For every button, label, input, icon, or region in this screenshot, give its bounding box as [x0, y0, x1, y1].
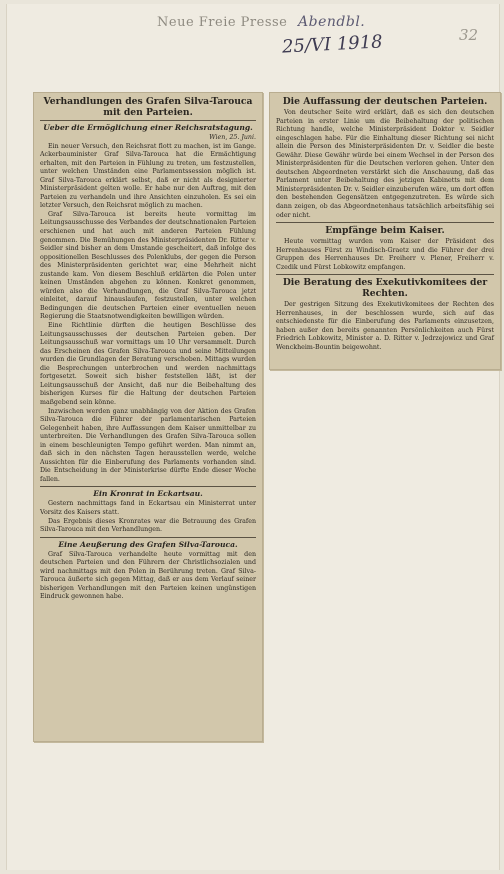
paragraph: Inzwischen werden ganz unabhängig von der Aktion des Grafen Silva-Tarouca die Führer der parlamentarischen Parteien Gelegenheit haben, ihre Auffassungen dem Kaiser unmittelbar zu unterbreiten. Die Verhandlungen des Grafen Silva-Tarouca sollen in einem beschleunigten Tempo geführt werden. Man nimmt an, daß sich in den nächsten Tagen herausstellen werde, welche Aussichten für die Einberufung des Parlaments vorhanden sind. Die Entscheidung in der Ministerkrise dürfte Ende dieser Woche fallen.: [40, 407, 256, 483]
article-title: Verhandlungen des Grafen Silva-Tarouca mit den Parteien.: [43, 96, 253, 118]
clipping-left: [33, 92, 263, 742]
paragraph: Eine Richtlinie dürften die heutigen Beschlüsse des Leitungsausschusses der deutschen Parteien geben. Der Leitungsausschuß war vormittags um 10 Uhr versammelt. Durch das Erscheinen des Grafen Silva-Tarouca und seine Mitteilungen wurden die Grundlagen der Beratung verschoben. Mittags wurden die Besprechungen unterbrochen und werden nachmittags fortgesetzt. Soweit sich bisher feststellen läßt, ist der Leitungsausschuß der Ansicht, daß nur die Beibehaltung des bisherigen Kurses für die Haltung der deutschen Parteien maßgebend sein könne.: [40, 322, 256, 406]
paragraph: Das Ergebnis dieses Kronrates war die Betrauung des Grafen Silva-Tarouca mit den Verhandlungen.: [40, 517, 256, 534]
date-handwritten: 25/VI 1918: [281, 31, 384, 58]
archive-sheet: [6, 4, 500, 870]
paragraph: Graf Silva-Tarouca verhandelte heute vormittag mit den deutschen Parteien und den Führern der Christlichsozialen und wird nachmittags mit den Polen in Berührung treten. Graf Silva-Tarouca äußerte sich gegen Mittag, daß er aus dem Verlauf seiner bisherigen Verhandlungen mit den Parteien keinen ungünstigen Eindruck gewonnen habe.: [40, 550, 256, 601]
paragraph: Ein neuer Versuch, den Reichsrat flott zu machen, ist im Gange. Ackerbauminister Graf Silva-Tarouca hat die Ermächtigung erhalten, mit den Parteien in Fühlung zu treten, um festzustellen, unter welchen Umständen eine Parlamentssession möglich ist. Graf Silva-Tarouca erklärt selbst, daß er nicht als designierter Ministerpräsident gelten wolle. Er habe nur den Auftrag, mit den Parteien zu verhandeln und ihre Ansichten einzuholen. Es sei ein letzter Versuch, den Reichsrat möglich zu machen.: [40, 142, 256, 210]
clipping-right: [269, 92, 501, 370]
divider: [40, 537, 256, 538]
paragraph: Von deutscher Seite wird erklärt, daß es sich den deutschen Parteien in erster Linie um die Beibehaltung der politischen Richtung handle, welche Ministerpräsident Doktor v. Seidler eingeschlagen habe. Für die Einhaltung dieser Richtung sei nicht allein die Person des Ministerpräsidenten Dr. v. Seidler die beste Gewähr. Diese Gewähr würde bei einem Wechsel in der Person des Ministerpräsidenten für die Deutschen verloren gehen. Unter den deutschen Abgeordneten verstärkt sich die Anschauung, daß das Parlament unter Beibehaltung des jetzigen Kabinetts mit dem Ministerpräsidenten Dr. v. Seidler einzuberufen wäre, um dort offen den bestehenden Gegensätzen entgegenzutreten. Es würde sich dann zeigen, ob das Abgeordnetenhaus tatsächlich arbeitsfähig sei oder nicht.: [276, 109, 494, 219]
paragraph: Graf Silva-Tarouca ist bereits heute vormittag im Leitungsausschusse des Verbandes der deutschnationalen Parteien erschienen und hat auch mit anderen Parteien Fühlung genommen. Die Bemühungen des Ministerpräsidenten Dr. Ritter v. Seidler sind bisher an dem Umstande gescheitert, daß infolge des oppositionellen Beschlusses des Polenklubs, der gegen die Person des Ministerpräsidenten gerichtet war, eine Mehrheit nicht zustande kam. Von diesem Beschluß erklärten die Polen unter keinen Umständen abgehen zu können. Konkret genommen, würden also die Verhandlungen, die Graf Silva-Tarouca jetzt einleitet, darauf hinauslaufen, festzustellen, unter welchen Bedingungen die deutschen Parteien einer eventuellen neuen Regierung die Staatsnotwendigkeiten bewilligen würden.: [40, 210, 256, 321]
divider: [40, 486, 256, 487]
dateline: Wien, 25. Juni.: [209, 134, 256, 141]
paragraph: Heute vormittag wurden vom Kaiser der Präsident des Herrenhauses Fürst zu Windisch-Graetz und die Führer der drei Gruppen des Herrenhauses Dr. Freiherr v. Plener, Freiherr v. Czedik und Fürst Lobkowitz empfangen.: [276, 238, 494, 271]
divider: [276, 222, 494, 223]
edition-handwritten: Abendbl.: [298, 14, 366, 30]
paragraph: Der gestrigen Sitzung des Exekutivkomitees der Rechten des Herrenhauses, in der beschlossen wurde, sich auf das entschiedenste für die Einberufung des Parlaments einzusetzen, haben außer den bereits genannten Persönlichkeiten auch Fürst Friedrich Lobkowitz, Minister a. D. Ritter v. Jedrzejowicz und Graf Wenckheim-Bountin beigewohnt.: [276, 301, 494, 352]
divider: [40, 120, 256, 121]
article-title: Die Auffassung der deutschen Parteien.: [282, 96, 488, 107]
paragraph: Gestern nachmittags fand in Eckartsau ein Ministerrat unter Vorsitz des Kaisers statt.: [40, 500, 256, 516]
article-subtitle: Ueber die Ermöglichung einer Reichsratstagung.: [43, 123, 253, 132]
newspaper-name: Neue Freie Presse: [157, 15, 288, 30]
section-title: Ein Kronrat in Eckartsau.: [93, 489, 203, 499]
section-title: Eine Aeußerung des Grafen Silva-Tarouca.: [58, 539, 238, 549]
divider: [276, 274, 494, 275]
page-number: 32: [459, 26, 479, 44]
section-title: Empfänge beim Kaiser.: [325, 225, 445, 237]
section-title: Die Beratung des Exekutivkomitees der Rechten.: [282, 277, 488, 300]
newspaper-stamp: [157, 14, 365, 30]
